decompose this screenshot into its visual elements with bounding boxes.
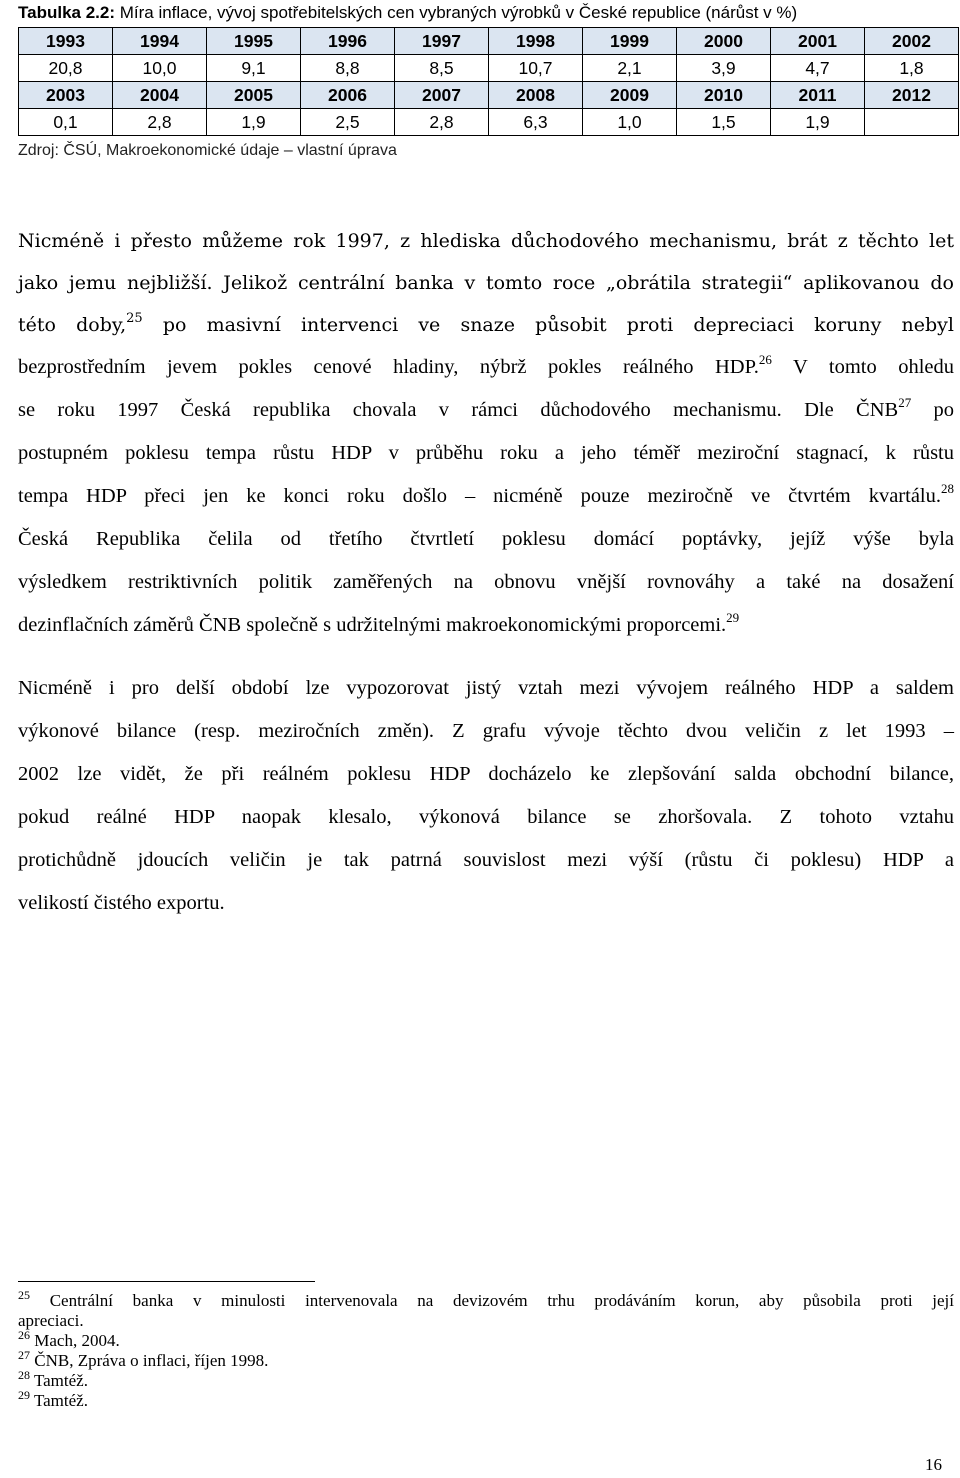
table-cell: 2012 <box>865 82 959 109</box>
paragraph-1 <box>18 226 954 352</box>
footnote-number: 26 <box>18 1328 30 1342</box>
table-cell: 8,8 <box>301 55 395 82</box>
text-fragment: dezinflačních záměrů ČNB společně s udržitelnými makroekonomickými proporcemi. <box>18 614 727 636</box>
table-caption <box>18 3 797 23</box>
table-cell: 2005 <box>207 82 301 109</box>
footnote-ref: 29 <box>726 610 740 625</box>
footnote-text: ČNB, Zpráva o inflaci, říjen 1998. <box>30 1351 269 1370</box>
inflation-table <box>18 27 959 136</box>
text-line <box>18 310 954 352</box>
text-fragment: po masivní intervenci ve snaze působit proti depreciaci koruny nebyl <box>142 314 954 336</box>
table-cell: 2,8 <box>113 109 207 136</box>
table-cell: 1993 <box>19 28 113 55</box>
table-cell: 1,8 <box>865 55 959 82</box>
table-cell: 2001 <box>771 28 865 55</box>
table-cell: 2002 <box>865 28 959 55</box>
text-line: velikostí čistého exportu. <box>18 892 225 914</box>
text-line: postupném poklesu tempa růstu HDP v průběhu roku a jeho téměř meziroční stagnací, k růstu <box>18 442 954 464</box>
table-cell: 1997 <box>395 28 489 55</box>
table-cell: 2009 <box>583 82 677 109</box>
table-row-years-2 <box>19 82 959 109</box>
table-cell: 1,0 <box>583 109 677 136</box>
table-cell: 2,8 <box>395 109 489 136</box>
table-caption-text: Míra inflace, vývoj spotřebitelských cen vybraných výrobků v České republice (nárůst v %) <box>115 3 798 22</box>
table-cell: 2007 <box>395 82 489 109</box>
text-line: Nicméně i pro delší období lze vypozorovat jistý vztah mezi vývojem reálného HDP a saldem <box>18 677 954 699</box>
footnote <box>18 1311 954 1331</box>
footnote-number: 25 <box>18 1288 30 1302</box>
table-cell: 2000 <box>677 28 771 55</box>
text-line: Česká Republika čelila od třetího čtvrtletí poklesu domácí poptávky, jejíž výše byla <box>18 528 954 550</box>
table-cell: 1,9 <box>207 109 301 136</box>
footnote-text: apreciaci. <box>18 1311 84 1330</box>
table-cell-empty <box>865 109 959 136</box>
footnote-text: Tamtéž. <box>30 1371 88 1390</box>
table-cell: 1,9 <box>771 109 865 136</box>
table-cell: 10,0 <box>113 55 207 82</box>
footnote-separator <box>18 1281 315 1282</box>
footnote-number: 28 <box>18 1368 30 1382</box>
footnote-ref: 27 <box>898 395 912 410</box>
table-cell: 1,5 <box>677 109 771 136</box>
text-line: výsledkem restriktivních politik zaměřených na obnovu vnější rovnováhy a také na dosažení <box>18 571 954 593</box>
table-cell: 2,1 <box>583 55 677 82</box>
page-number: 16 <box>925 1455 942 1474</box>
table-cell: 2008 <box>489 82 583 109</box>
text-line: protichůdně jdoucích veličin je tak patrná souvislost mezi výší (růstu či poklesu) HDP a <box>18 849 954 871</box>
table-row-years-1 <box>19 28 959 55</box>
table-cell: 2,5 <box>301 109 395 136</box>
table-cell: 9,1 <box>207 55 301 82</box>
table-cell: 1994 <box>113 28 207 55</box>
text-line: pokud reálné HDP naopak klesalo, výkonová bilance se zhoršovala. Z tohoto vztahu <box>18 806 954 828</box>
text-line: 2002 lze vidět, že při reálném poklesu HDP docházelo ke zlepšování salda obchodní bilance, <box>18 763 954 785</box>
paragraph-2 <box>18 673 954 931</box>
footnotes <box>18 1288 954 1411</box>
table-caption-label: Tabulka 2.2: <box>18 3 115 22</box>
table-cell: 8,5 <box>395 55 489 82</box>
text-fragment: bezprostředním jevem pokles cenové hladiny, nýbrž pokles reálného HDP. <box>18 356 759 378</box>
footnote <box>18 1328 954 1351</box>
text-fragment: V tomto ohledu <box>771 356 954 378</box>
footnote-ref: 26 <box>758 352 772 367</box>
text-line <box>18 481 954 524</box>
table-cell: 2004 <box>113 82 207 109</box>
table-cell: 6,3 <box>489 109 583 136</box>
text-line: výkonové bilance (resp. meziročních změn). Z grafu vývoje těchto dvou veličin z let 1993 – <box>18 720 954 742</box>
footnote-ref: 28 <box>941 481 954 496</box>
footnote-text: Centrální banka v minulosti intervenovala na devizovém trhu prodáváním korun, aby působila proti její <box>30 1291 954 1310</box>
table-cell: 1999 <box>583 28 677 55</box>
text-line <box>18 395 954 438</box>
table-cell: 4,7 <box>771 55 865 82</box>
footnote-text: Tamtéž. <box>30 1391 88 1410</box>
table-cell: 10,7 <box>489 55 583 82</box>
text-line <box>18 610 954 653</box>
table-cell: 0,1 <box>19 109 113 136</box>
paragraph-1-cont <box>18 352 954 653</box>
table-row-values-2 <box>19 109 959 136</box>
text-line: Nicméně i přesto můžeme rok 1997, z hlediska důchodového mechanismu, brát z těchto let <box>18 230 954 252</box>
footnote <box>18 1368 954 1391</box>
table-cell: 1996 <box>301 28 395 55</box>
table-row-values-1 <box>19 55 959 82</box>
table-cell: 2003 <box>19 82 113 109</box>
table-cell: 1998 <box>489 28 583 55</box>
text-fragment: se roku 1997 Česká republika chovala v rámci důchodového mechanismu. Dle ČNB <box>18 399 899 421</box>
text-fragment: této doby, <box>18 314 127 336</box>
table-cell: 3,9 <box>677 55 771 82</box>
footnote-text: Mach, 2004. <box>30 1331 120 1350</box>
text-fragment: po <box>911 399 954 421</box>
table-cell: 1995 <box>207 28 301 55</box>
footnote <box>18 1288 954 1311</box>
footnote <box>18 1348 954 1371</box>
table-cell: 2011 <box>771 82 865 109</box>
table-cell: 20,8 <box>19 55 113 82</box>
text-fragment: tempa HDP přeci jen ke konci roku došlo – nicméně pouze meziročně ve čtvrtém kvartálu. <box>18 485 941 507</box>
table-cell: 2010 <box>677 82 771 109</box>
text-line: jako jemu nejbližší. Jelikož centrální banka v tomto roce „obrátila strategii“ aplikovanou do <box>18 272 954 294</box>
text-line <box>18 352 954 395</box>
footnote-number: 29 <box>18 1388 30 1402</box>
footnote <box>18 1388 954 1411</box>
footnote-ref: 25 <box>126 311 143 326</box>
table-source: Zdroj: ČSÚ, Makroekonomické údaje – vlastní úprava <box>18 142 397 159</box>
footnote-number: 27 <box>18 1348 30 1362</box>
table-cell: 2006 <box>301 82 395 109</box>
